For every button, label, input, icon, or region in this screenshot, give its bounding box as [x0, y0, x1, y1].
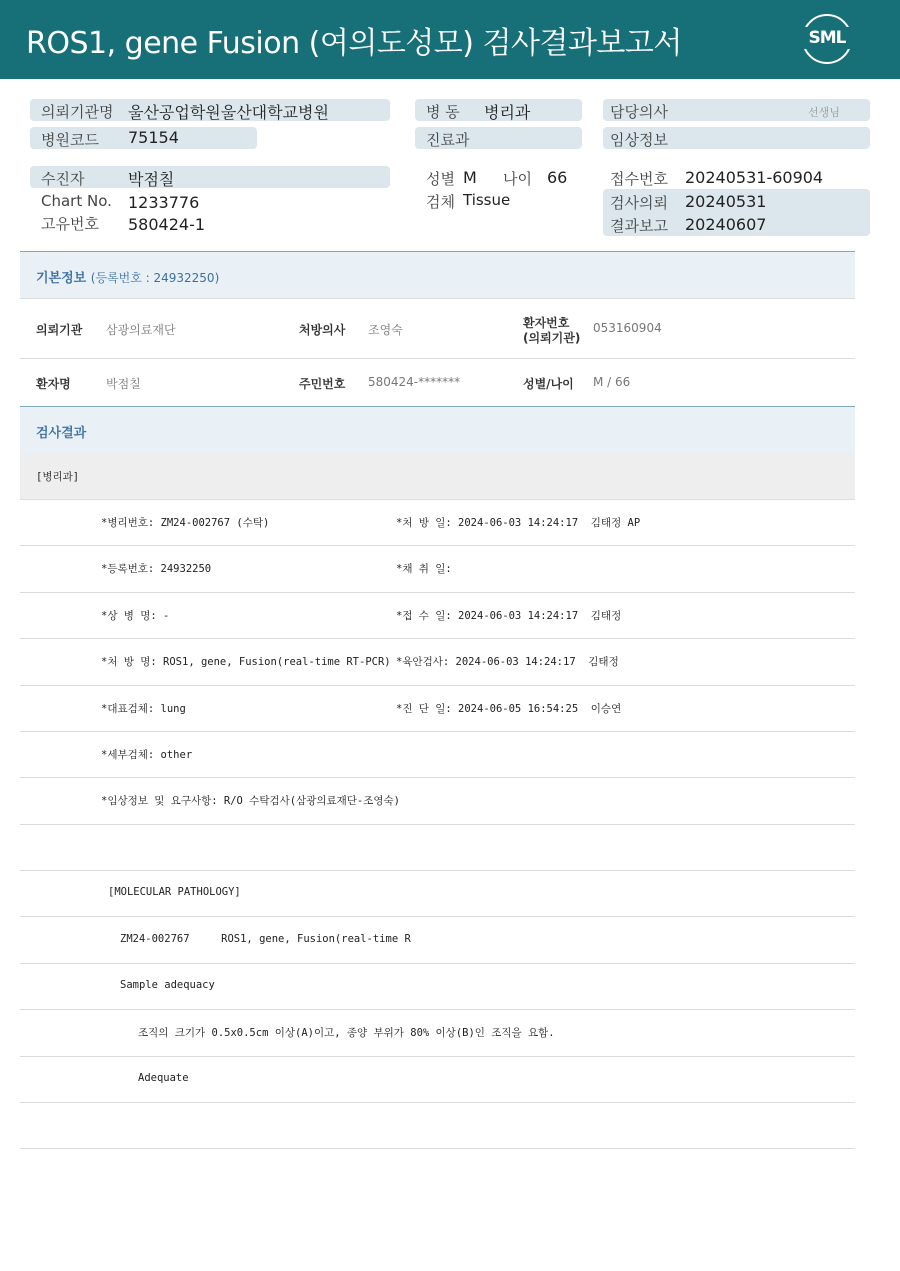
- molecular-line: ZM24-002767 ROS1, gene, Fusion(real-time R: [120, 933, 411, 945]
- referring-institution-value: 울산공업학원울산대학교병원: [128, 103, 329, 122]
- divider: [20, 916, 855, 917]
- results-band: [20, 407, 855, 453]
- adequacy-label: Sample adequacy: [120, 979, 215, 991]
- hospital-code-label: 병원코드: [41, 131, 99, 149]
- unique-no-label: 고유번호: [41, 215, 99, 233]
- molecular-header: [MOLECULAR PATHOLOGY]: [108, 886, 241, 898]
- registration-number: (등록번호 : 24932250): [90, 271, 220, 285]
- result-field-right: *진 단 일: 2024-06-05 16:54:25 이승연: [396, 702, 622, 715]
- sml-logo-icon: [800, 12, 854, 66]
- divider: [20, 298, 855, 299]
- divider: [20, 1056, 855, 1057]
- divider: [20, 963, 855, 964]
- patient-name-label: 환자명: [36, 377, 71, 391]
- chart-no-value: 1233776: [128, 193, 200, 212]
- divider: [20, 870, 855, 871]
- doctor-label: 담당의사: [610, 103, 668, 121]
- age-label: 나이: [503, 170, 532, 188]
- prescriber-value: 조영숙: [368, 323, 403, 337]
- results-department: [병리과]: [36, 471, 80, 483]
- prescriber-label: 처방의사: [299, 323, 346, 337]
- divider: [20, 358, 855, 359]
- department-band: [20, 453, 855, 499]
- specimen-value: Tissue: [463, 191, 511, 209]
- resident-no-value: 580424-*******: [368, 375, 461, 389]
- patient-no-label-1: 환자번호: [523, 316, 570, 330]
- institution-label: 의뢰기관: [36, 323, 83, 337]
- results-title: 검사결과: [36, 426, 87, 441]
- receipt-no-value: 20240531-60904: [685, 168, 824, 187]
- patient-no-label-2: (의뢰기관): [523, 331, 581, 345]
- logo-text: SML: [802, 27, 852, 49]
- divider: [20, 1009, 855, 1010]
- receipt-no-label: 접수번호: [610, 170, 668, 188]
- doctor-suffix: 선생님: [808, 106, 840, 119]
- divider: [20, 638, 855, 639]
- sex-age-label: 성별/나이: [523, 377, 574, 391]
- department-label: 진료과: [426, 131, 470, 149]
- divider: [20, 777, 855, 778]
- hospital-code-value: 75154: [128, 128, 179, 147]
- divider: [20, 545, 855, 546]
- sex-value: M: [463, 168, 477, 187]
- result-field-left: *임상정보 및 요구사항: R/O 수탁검사(삼광의료재단-조영숙): [101, 795, 401, 808]
- divider: [20, 592, 855, 593]
- ward-label: 병 동: [426, 103, 460, 121]
- referring-institution-label: 의뢰기관명: [41, 103, 114, 121]
- report-title: ROS1, gene Fusion (여의도성모) 검사결과보고서: [26, 26, 682, 61]
- result-field-right: *육안검사: 2024-06-03 14:24:17 김태정: [396, 656, 619, 669]
- divider: [20, 824, 855, 825]
- adequacy-result: Adequate: [138, 1072, 189, 1084]
- institution-value: 삼광의료재단: [106, 323, 176, 337]
- result-field-left: *등록번호: 24932250: [101, 563, 212, 576]
- sex-age-value: M / 66: [593, 375, 631, 389]
- divider: [20, 499, 855, 500]
- report-date-value: 20240607: [685, 215, 767, 234]
- result-field-right: *채 취 일:: [396, 563, 452, 576]
- report-date-label: 결과보고: [610, 217, 668, 235]
- patient-name-value: 박점칠: [106, 377, 141, 391]
- result-field-right: *처 방 일: 2024-06-03 14:24:17 김태정 AP: [396, 517, 641, 529]
- result-field-left: *상 병 명: -: [101, 609, 170, 622]
- age-value: 66: [547, 168, 568, 187]
- unique-no-value: 580424-1: [128, 215, 206, 234]
- patient-label: 수진자: [41, 170, 85, 188]
- result-field-left: *세부검체: other: [101, 749, 193, 761]
- basic-info-title: 기본정보 (등록번호 : 24932250): [36, 271, 220, 286]
- divider: [20, 731, 855, 732]
- clinical-info-label: 임상정보: [610, 131, 668, 149]
- patient-no-value: 053160904: [593, 321, 662, 335]
- request-date-value: 20240531: [685, 192, 767, 211]
- result-field-left: *대표검체: lung: [101, 702, 186, 715]
- patient-value: 박점칠: [128, 170, 175, 189]
- request-date-label: 검사의뢰: [610, 194, 668, 212]
- specimen-label: 검체: [426, 193, 455, 211]
- result-field-left: *처 방 명: ROS1, gene, Fusion(real-time RT-PCR): [101, 656, 391, 669]
- report-header: [0, 0, 900, 79]
- chart-no-label: Chart No.: [41, 192, 112, 210]
- result-field-left: *병리번호: ZM24-002767 (수탁): [101, 517, 270, 529]
- divider: [20, 1102, 855, 1103]
- ward-value: 병리과: [484, 103, 531, 122]
- divider: [20, 1148, 855, 1149]
- adequacy-criteria: 조직의 크기가 0.5x0.5cm 이상(A)이고, 종양 부위가 80% 이상(B)인 조직을 요함.: [138, 1027, 555, 1039]
- resident-no-label: 주민번호: [299, 377, 346, 391]
- divider: [20, 685, 855, 686]
- result-field-right: *접 수 일: 2024-06-03 14:24:17 김태정: [396, 609, 622, 622]
- sex-label: 성별: [426, 170, 455, 188]
